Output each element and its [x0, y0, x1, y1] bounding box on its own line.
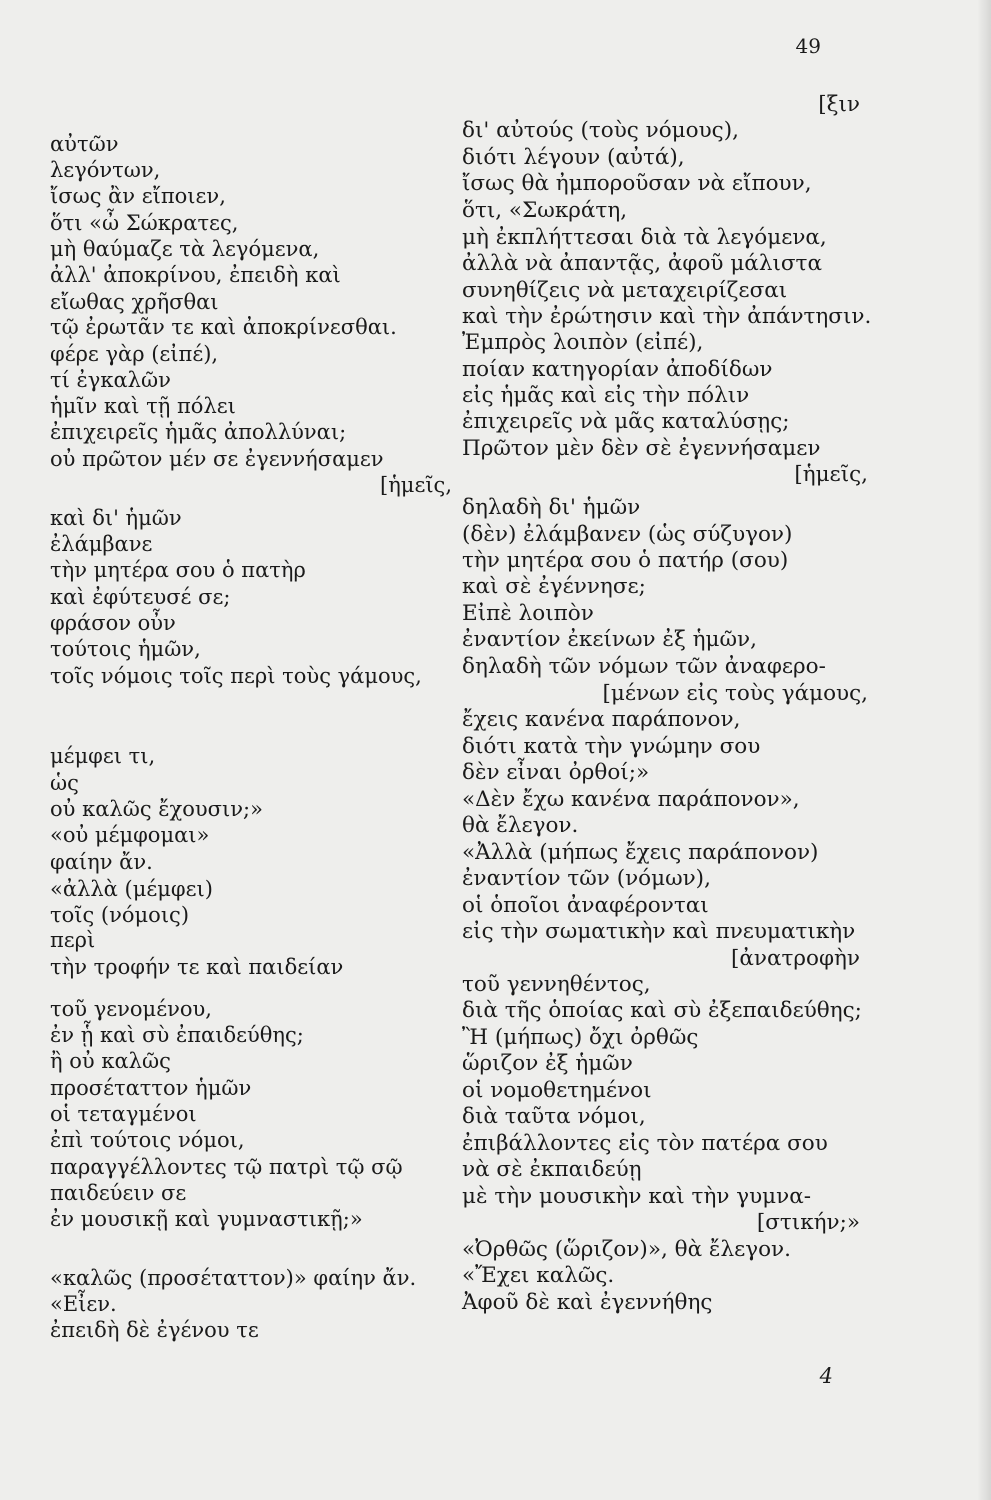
translation-text-line: μὲ τὴν μουσικὴν καὶ τὴν γυμνα-: [462, 1184, 811, 1209]
translation-text-line: συνηθίζεις νὰ μεταχειρίζεσαι: [462, 278, 788, 303]
original-text-line: καὶ ἐφύτευσέ σε;: [50, 585, 231, 609]
translation-text-line: οἱ νομοθετημένοι: [462, 1078, 652, 1103]
translation-text-line: καὶ τὴν ἐρώτησιν καὶ τὴν ἀπάντησιν.: [462, 304, 872, 329]
original-text-line: ἴσως ἂν εἴποιεν,: [50, 184, 226, 208]
original-text-line: καὶ δι' ἡμῶν: [50, 506, 182, 530]
translation-text-line: δηλαδὴ τῶν νόμων τῶν ἀναφερο-: [462, 654, 826, 679]
original-text-line: παραγγέλλοντες τῷ πατρὶ τῷ σῷ: [50, 1155, 403, 1179]
original-text-line: προσέταττον ἡμῶν: [50, 1076, 252, 1100]
original-text-line: ὅτι «ὦ Σώκρατες,: [50, 211, 239, 235]
original-text-line: τοῖς νόμοις τοῖς περὶ τοὺς γάμους,: [50, 664, 422, 688]
original-text-line: «οὐ μέμφομαι»: [50, 823, 210, 847]
original-text-line: φαίην ἄν.: [50, 850, 153, 874]
translation-text-line: διὰ ταῦτα νόμοι,: [462, 1104, 646, 1129]
translation-text-line: εἰς τὴν σωματικὴν καὶ πνευματικὴν: [462, 919, 856, 944]
translation-text-line: δὲν εἶναι ὀρθοί;»: [462, 760, 650, 785]
translation-text-line: εἰς ἡμᾶς καὶ εἰς τὴν πόλιν: [462, 383, 750, 408]
original-text-line: οὐ πρῶτον μέν σε ἐγεννήσαμεν: [50, 447, 384, 471]
signature-mark: 4: [819, 1364, 833, 1388]
translation-text-line: ἐναντίον τῶν (νόμων),: [462, 866, 711, 891]
translation-text-line: Ἐμπρὸς λοιπὸν (εἰπέ),: [462, 330, 704, 355]
original-text-line: «ἀλλὰ (μέμφει): [50, 877, 213, 901]
translation-text-line: διότι κατὰ τὴν γνώμην σου: [462, 734, 761, 759]
original-text-line: «Εἶεν.: [50, 1292, 117, 1316]
translation-text-line: ἴσως θὰ ἠμποροῦσαν νὰ εἴπουν,: [462, 171, 812, 196]
translation-text-line: τὴν μητέρα σου ὁ πατήρ (σου): [462, 548, 789, 573]
translation-text-line: ἀλλὰ νὰ ἀπαντᾷς, ἀφοῦ μάλιστα: [462, 251, 822, 276]
translation-text-line: δι' αὐτούς (τοὺς νόμους),: [462, 118, 739, 143]
original-text-line: τοῖς (νόμοις): [50, 903, 190, 927]
translation-text-line: διότι λέγουν (αὐτά),: [462, 145, 685, 170]
original-text-line: «καλῶς (προσέταττον)» φαίην ἄν.: [50, 1266, 417, 1290]
translation-text-line: Πρῶτον μὲν δὲν σὲ ἐγεννήσαμεν: [462, 436, 821, 461]
translation-text-line: καὶ σὲ ἐγέννησε;: [462, 574, 646, 599]
original-text-line: περὶ: [50, 928, 96, 952]
translation-text-line: [ἡμεῖς,: [794, 462, 868, 487]
translation-text-line: οἱ ὁποῖοι ἀναφέρονται: [462, 893, 709, 918]
translation-text-line: [ἀνατροφὴν: [731, 946, 860, 971]
translation-text-line: «Ὀρθῶς (ὥριζον)», θὰ ἔλεγον.: [462, 1237, 791, 1262]
translation-text-line: ἐπιβάλλοντες εἰς τὸν πατέρα σου: [462, 1131, 828, 1156]
original-text-line: ἐπιχειρεῖς ἡμᾶς ἀπολλύναι;: [50, 420, 347, 444]
translation-text-line: ὥριζον ἐξ ἡμῶν: [462, 1051, 633, 1076]
original-text-line: [ἡμεῖς,: [380, 473, 452, 497]
translation-text-line: Ἢ (μήπως) ὄχι ὀρθῶς: [462, 1025, 699, 1050]
original-text-line: ἐν ᾗ καὶ σὺ ἐπαιδεύθης;: [50, 1023, 304, 1047]
translation-text-line: Εἰπὲ λοιπὸν: [462, 601, 594, 626]
original-text-line: ἐν μουσικῇ καὶ γυμναστικῇ;»: [50, 1207, 363, 1231]
translation-text-line: «Δὲν ἔχω κανένα παράπονον»,: [462, 787, 800, 812]
translation-text-line: [μένων εἰς τοὺς γάμους,: [602, 681, 868, 706]
original-text-line: ὡς: [50, 771, 79, 795]
original-text-line: τὴν μητέρα σου ὁ πατὴρ: [50, 558, 306, 582]
original-text-line: εἴωθας χρῆσθαι: [50, 290, 219, 314]
translation-text-line: ὅτι, «Σωκράτη,: [462, 198, 628, 223]
translation-text-line: ἐπιχειρεῖς νὰ μᾶς καταλύσῃς;: [462, 409, 790, 434]
original-text-line: ἢ οὐ καλῶς: [50, 1049, 171, 1073]
original-text-line: τούτοις ἡμῶν,: [50, 637, 201, 661]
translation-text-line: θὰ ἔλεγον.: [462, 813, 579, 838]
original-text-line: φράσον οὖν: [50, 611, 176, 635]
original-text-line: φέρε γὰρ (εἰπέ),: [50, 342, 219, 366]
translation-text-line: τοῦ γεννηθέντος,: [462, 972, 651, 997]
translation-text-line: «Ἀλλὰ (μήπως ἔχεις παράπονον): [462, 840, 819, 865]
page-number: 49: [795, 34, 821, 58]
translation-text-line: (δὲν) ἐλάμβανεν (ὡς σύζυγον): [462, 522, 793, 547]
original-text-line: οἱ τεταγμένοι: [50, 1102, 197, 1126]
translation-text-line: [στικήν;»: [756, 1210, 860, 1235]
original-text-line: τοῦ γενομένου,: [50, 997, 212, 1021]
translation-text-line: ἔχεις κανένα παράπονον,: [462, 707, 741, 732]
original-text-line: μέμφει τι,: [50, 744, 156, 768]
original-text-line: παιδεύειν σε: [50, 1181, 187, 1205]
translation-text-line: μὴ ἐκπλήττεσαι διὰ τὰ λεγόμενα,: [462, 225, 827, 250]
original-text-line: μὴ θαύμαζε τὰ λεγόμενα,: [50, 237, 320, 261]
original-text-line: ἐπειδὴ δὲ ἐγένου τε: [50, 1318, 259, 1342]
translation-text-line: «Ἔχει καλῶς.: [462, 1263, 615, 1288]
original-text-line: λεγόντων,: [50, 158, 161, 182]
translation-text-line: δηλαδὴ δι' ἡμῶν: [462, 495, 641, 520]
original-text-line: τί ἐγκαλῶν: [50, 368, 171, 392]
original-text-line: ἐλάμβανε: [50, 532, 153, 556]
translation-text-line: ἐναντίον ἐκείνων ἐξ ἡμῶν,: [462, 627, 757, 652]
translation-text-line: ποίαν κατηγορίαν ἀποδίδων: [462, 357, 773, 382]
original-text-line: τῷ ἐρωτᾶν τε καὶ ἀποκρίνεσθαι.: [50, 315, 397, 339]
original-text-line: ἡμῖν καὶ τῇ πόλει: [50, 394, 236, 418]
translation-text-line: Ἀφοῦ δὲ καὶ ἐγεννήθης: [462, 1290, 713, 1315]
original-text-line: ἐπὶ τούτοις νόμοι,: [50, 1128, 245, 1152]
original-text-line: ἀλλ' ἀποκρίνου, ἐπειδὴ καὶ: [50, 263, 341, 287]
translation-text-line: νὰ σὲ ἐκπαιδεύῃ: [462, 1157, 642, 1182]
original-text-line: αὐτῶν: [50, 132, 119, 156]
translation-text-line: [ξιν: [818, 92, 860, 117]
translation-text-line: διὰ τῆς ὁποίας καὶ σὺ ἐξεπαιδεύθης;: [462, 998, 862, 1023]
original-text-line: οὐ καλῶς ἔχουσιν;»: [50, 797, 263, 821]
original-text-line: τὴν τροφήν τε καὶ παιδείαν: [50, 955, 344, 979]
